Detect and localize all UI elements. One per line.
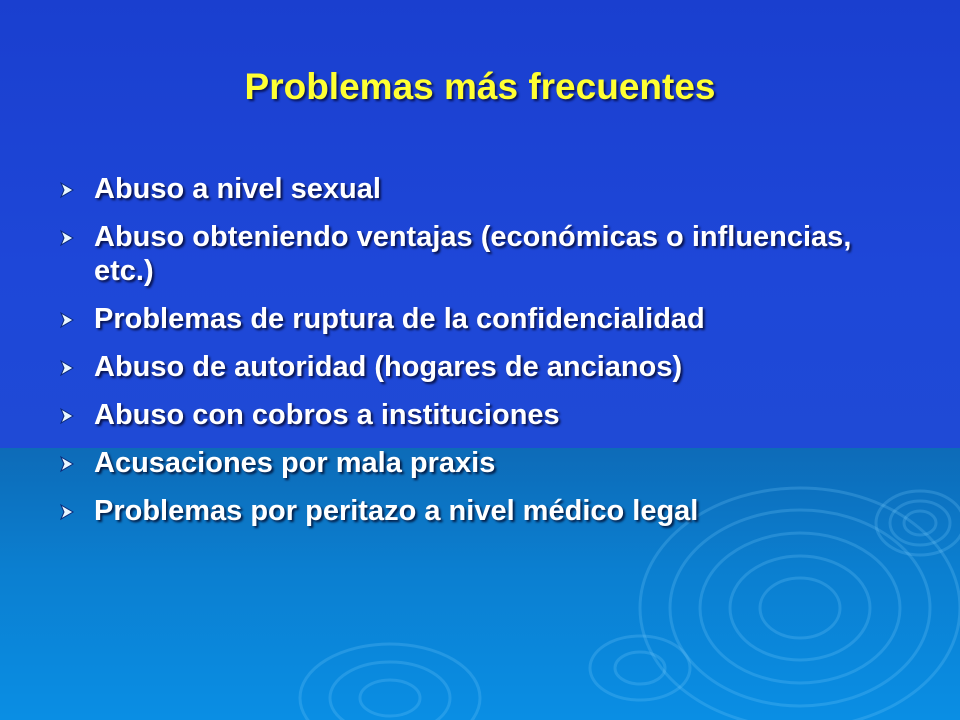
arrowhead-bullet-icon <box>58 455 76 473</box>
arrowhead-bullet-icon <box>58 229 76 247</box>
bullet-list <box>58 172 918 542</box>
arrowhead-bullet-icon <box>58 181 76 199</box>
list-item-text: Abuso a nivel sexual <box>94 173 381 205</box>
list-item-text: Abuso obteniendo ventajas (económicas o influencias, etc.) <box>94 221 852 287</box>
list-item <box>58 398 918 432</box>
arrowhead-bullet-icon <box>58 359 76 377</box>
arrowhead-bullet-icon <box>58 503 76 521</box>
arrowhead-bullet-icon <box>58 407 76 425</box>
list-item-text: Abuso con cobros a instituciones <box>94 399 560 431</box>
list-item-text: Problemas por peritazo a nivel médico legal <box>94 495 699 527</box>
arrowhead-bullet-icon <box>58 311 76 329</box>
list-item <box>58 494 918 528</box>
list-item <box>58 302 918 336</box>
list-item-text: Acusaciones por mala praxis <box>94 447 496 479</box>
list-item <box>58 220 918 288</box>
list-item <box>58 350 918 384</box>
list-item-text: Abuso de autoridad (hogares de ancianos) <box>94 351 683 383</box>
list-item <box>58 172 918 206</box>
slide-title: Problemas más frecuentes <box>244 66 716 107</box>
list-item <box>58 446 918 480</box>
list-item-text: Problemas de ruptura de la confidencialidad <box>94 303 705 335</box>
